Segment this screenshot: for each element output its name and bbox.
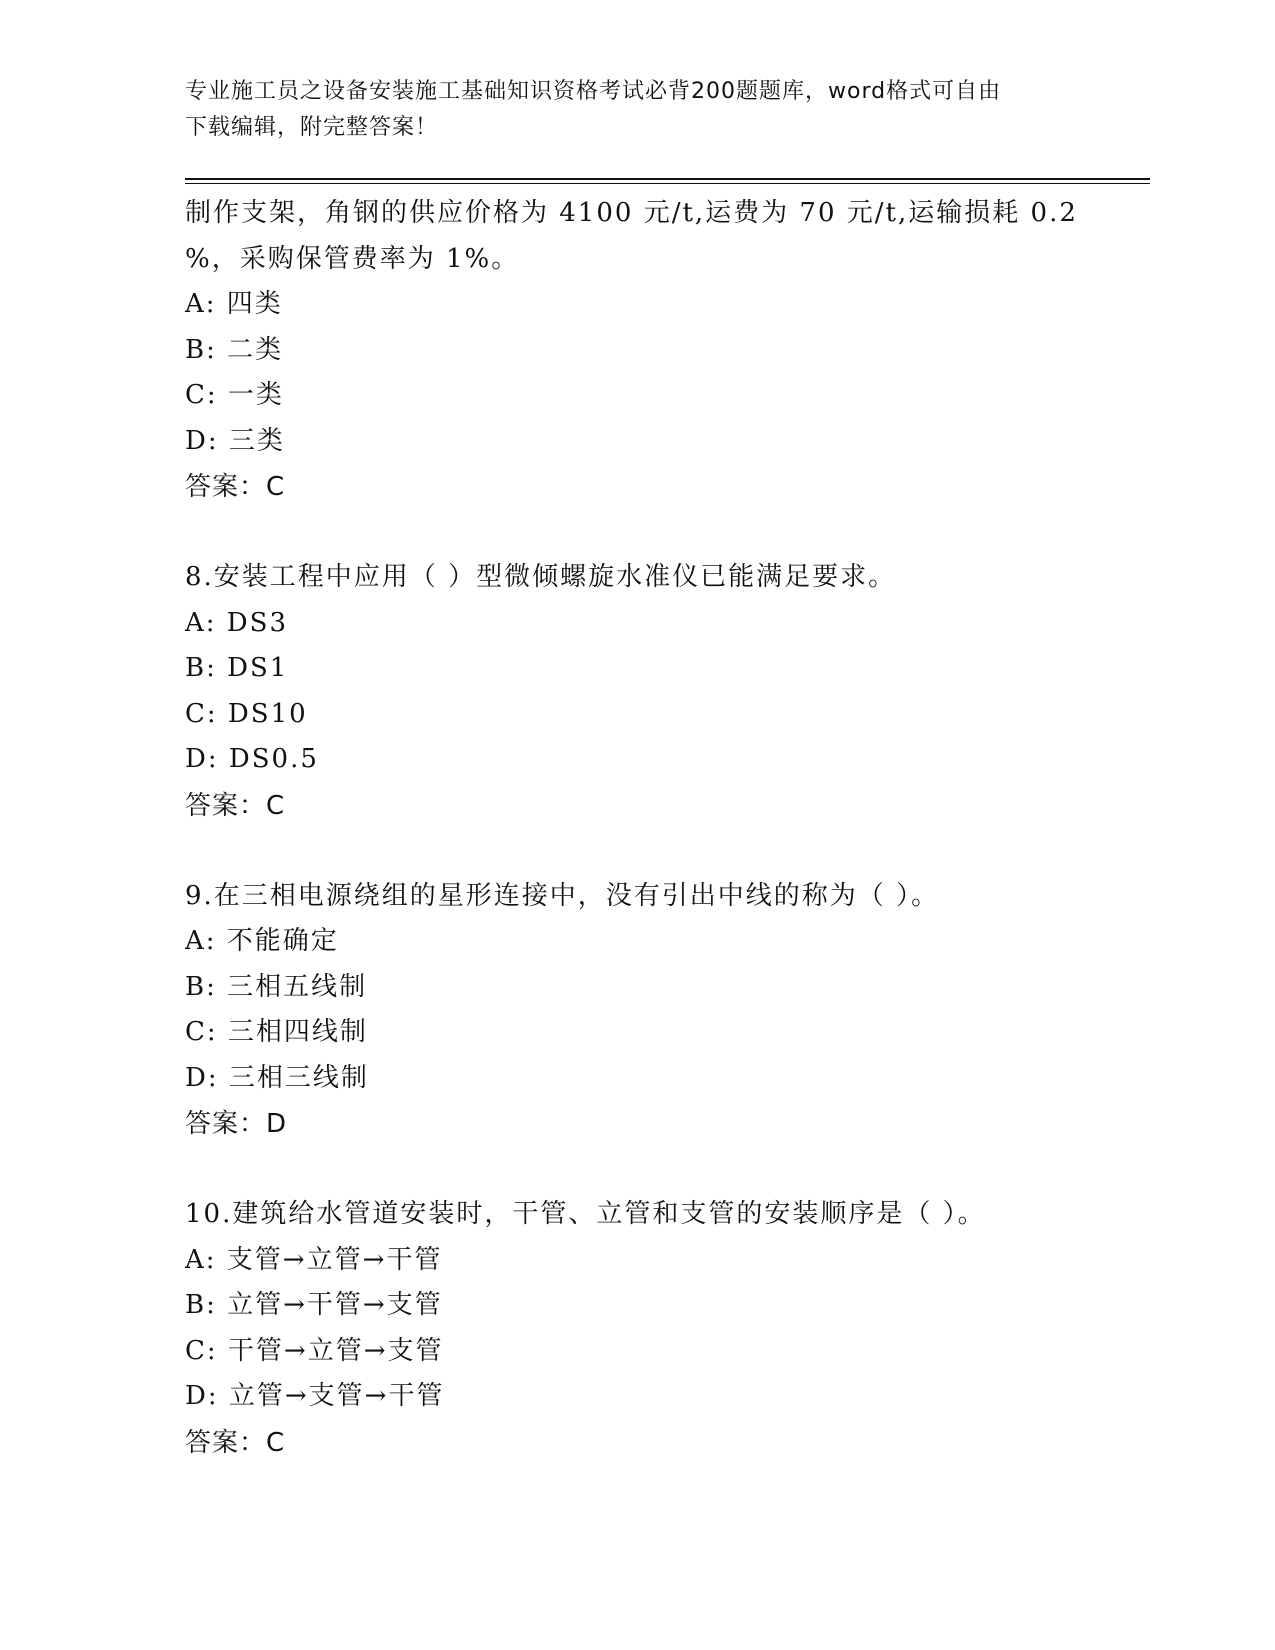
spacer bbox=[185, 1147, 1085, 1192]
question-stem: 8.安装工程中应用（ ）型微倾螺旋水准仪已能满足要求。 bbox=[185, 562, 897, 592]
option-b: B: 二类 bbox=[185, 334, 284, 365]
answer-line: 答案：D bbox=[185, 1109, 288, 1139]
question-9 bbox=[185, 874, 1085, 1148]
option-d: D: 立管→支管→干管 bbox=[185, 1381, 445, 1411]
answer-line: 答案：C bbox=[185, 790, 286, 821]
question-8 bbox=[185, 555, 1085, 829]
header-divider-thin bbox=[185, 183, 1150, 184]
document-header bbox=[185, 74, 1065, 146]
option-c: C: 干管→立管→支管 bbox=[185, 1335, 444, 1366]
option-b: B: 立管→干管→支管 bbox=[185, 1290, 443, 1320]
header-title-line-1: 专业施工员之设备安装施工基础知识资格考试必背200题题库，word格式可自由 bbox=[185, 79, 1002, 104]
header-divider-thick bbox=[185, 178, 1150, 180]
question-stem-line: %，采购保管费率为 1%。 bbox=[185, 244, 520, 274]
question-7-continued bbox=[185, 190, 1085, 510]
option-a: A: 四类 bbox=[185, 289, 283, 319]
option-d: D: DS0.5 bbox=[185, 744, 319, 774]
answer-line: 答案：C bbox=[185, 472, 286, 502]
question-10 bbox=[185, 1192, 1085, 1466]
option-c: C: 一类 bbox=[185, 380, 284, 410]
question-stem-line: 制作支架，角钢的供应价格为 4100 元/t,运费为 70 元/t,运输损耗 0.2 bbox=[185, 198, 1078, 228]
option-c: C: DS10 bbox=[185, 698, 308, 729]
header-title-line-2: 下载编辑，附完整答案！ bbox=[185, 115, 439, 140]
document-body bbox=[185, 190, 1085, 1466]
option-c: C: 三相四线制 bbox=[185, 1017, 368, 1047]
spacer bbox=[185, 829, 1085, 874]
option-a: A: 支管→立管→干管 bbox=[185, 1244, 443, 1275]
option-b: B: 三相五线制 bbox=[185, 971, 368, 1002]
question-stem: 10.建筑给水管道安装时，干管、立管和支管的安装顺序是（ ）。 bbox=[185, 1199, 986, 1229]
option-a: A: DS3 bbox=[185, 607, 288, 638]
option-a: A: 不能确定 bbox=[185, 926, 339, 956]
option-b: B: DS1 bbox=[185, 653, 289, 683]
answer-line: 答案：C bbox=[185, 1427, 286, 1458]
option-d: D: 三相三线制 bbox=[185, 1062, 369, 1093]
question-stem: 9.在三相电源绕组的星形连接中，没有引出中线的称为（ ）。 bbox=[185, 880, 940, 911]
option-d: D: 三类 bbox=[185, 425, 285, 456]
spacer bbox=[185, 510, 1085, 555]
